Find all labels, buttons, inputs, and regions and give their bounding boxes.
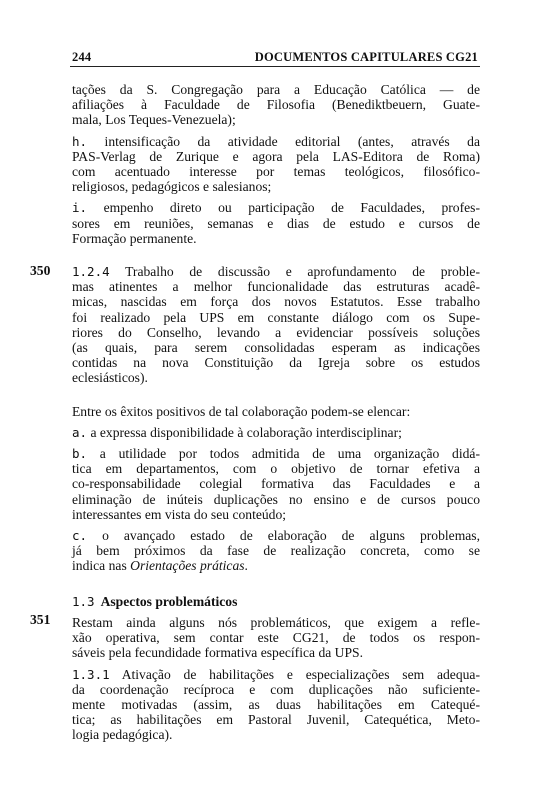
text-line: Formação permanente. bbox=[72, 230, 197, 246]
text-line: sáveis pela fecundidade formativa específica da UPS. bbox=[72, 645, 364, 661]
section-title: Aspectos problemáticos bbox=[100, 593, 238, 609]
margin-number-350: 350 bbox=[30, 263, 51, 278]
text-line: PAS-Verlag de Zurique e agora pela LAS-Editora de Roma) bbox=[72, 148, 480, 164]
text-line: intensificação da atividade editorial (antes, através da bbox=[104, 133, 481, 149]
text-line: religiosos, pedagógicos e salesianos; bbox=[72, 179, 272, 195]
page-number: 244 bbox=[72, 50, 92, 64]
text-line: tica em departamentos, com o objetivo de tornar efetiva a bbox=[72, 461, 480, 477]
text-line: mas atinentes a melhor funcionalidade das estruturas acadê- bbox=[72, 279, 480, 295]
text-line: Trabalho de discussão e aprofundamento de proble- bbox=[125, 264, 480, 280]
text-line: Ativação de habilitações e especializações sem adequa- bbox=[121, 666, 480, 682]
text-line: tações da S. Congregação para a Educação Católica — de bbox=[72, 82, 480, 97]
section-heading-1-3 bbox=[72, 594, 480, 609]
text-line: micas, nascidas em força dos novos Estatutos. Esse trabalho bbox=[72, 294, 480, 310]
text-line: logia pedagógica). bbox=[72, 727, 173, 743]
text-line: sores em reuniões, semanas e dias de estudo e cursos de bbox=[72, 215, 480, 231]
text-line: eliminação de inúteis duplicações no ensino e de cursos pouco bbox=[72, 491, 480, 507]
list-item-i bbox=[72, 200, 480, 246]
margin-number-351: 351 bbox=[30, 612, 51, 627]
item-label: a. bbox=[72, 424, 88, 440]
text-line: já bem próximos da fase de realização concreta, como se bbox=[72, 543, 480, 559]
list-item-continued bbox=[72, 82, 480, 128]
text-line: contidas na nova Constituição da Igreja sobre os estudos bbox=[72, 355, 480, 371]
list-item-a bbox=[72, 425, 480, 440]
text-line: co-responsabilidade colegial formativa das Faculdades e a bbox=[72, 476, 480, 492]
text-line: o avançado estado de elaboração de alguns problemas, bbox=[102, 528, 480, 544]
text-line: xão operativa, sem contar este CG21, de todos os respon- bbox=[72, 630, 480, 646]
text-line: tica; as habilitações em Pastoral Juvenil, Catequética, Meto- bbox=[72, 712, 480, 728]
text-line: empenho direto ou participação de Faculdades, profes- bbox=[103, 200, 480, 216]
page-body bbox=[72, 82, 480, 749]
paragraph-1-3-1 bbox=[72, 667, 480, 743]
italic-title: Orientações práticas bbox=[130, 558, 245, 574]
text-line: . bbox=[244, 558, 248, 574]
section-number: 1.3.1 bbox=[72, 666, 110, 682]
section-number: 1.3 bbox=[72, 593, 95, 609]
text-line: mala, Los Teques-Venezuela); bbox=[72, 112, 236, 128]
item-label: b. bbox=[72, 446, 88, 462]
item-label: c. bbox=[72, 528, 88, 544]
item-label: h. bbox=[72, 133, 88, 149]
header-rule bbox=[70, 66, 480, 67]
text-line: mente motivadas (assim, as duas habilitações em Catequé- bbox=[72, 696, 480, 712]
text-line: (as quais, para serem consolidadas esperam as indicações bbox=[72, 340, 480, 356]
text-line: afiliações à Faculdade de Filosofia (Benediktbeuern, Guate- bbox=[72, 97, 480, 113]
list-item-b bbox=[72, 446, 480, 522]
item-label: i. bbox=[72, 200, 88, 216]
intro-paragraph bbox=[72, 404, 480, 419]
text-line: a utilidade por todos admitida de uma organização didá- bbox=[99, 446, 480, 462]
text-line: Restam ainda alguns nós problemáticos, que exigem a refle- bbox=[72, 614, 480, 630]
list-item-h bbox=[72, 134, 480, 195]
text-line: indica nas bbox=[72, 558, 131, 574]
paragraph-351 bbox=[72, 615, 480, 661]
text-line: da coordenação recíproca e com duplicações não suficiente- bbox=[72, 681, 480, 697]
text-line: a expressa disponibilidade à colaboração interdisciplinar; bbox=[90, 424, 402, 440]
text-line: interessantes em vista do seu conteúdo; bbox=[72, 506, 287, 522]
text-line: foi realizado pela UPS em constante diálogo com os Supe- bbox=[72, 309, 480, 325]
text-line: com acentuado interesse por temas teológicos, filosófico- bbox=[72, 164, 480, 180]
running-title: DOCUMENTOS CAPITULARES CG21 bbox=[254, 50, 478, 64]
section-number: 1.2.4 bbox=[72, 264, 110, 280]
text-line: riores do Conselho, levando a evidenciar possíveis soluções bbox=[72, 324, 480, 340]
paragraph-1-2-4 bbox=[72, 264, 480, 386]
list-item-c bbox=[72, 528, 480, 574]
text-line: eclesiásticos). bbox=[72, 370, 148, 386]
page-header bbox=[72, 50, 478, 65]
text-line: Entre os êxitos positivos de tal colaboração podem-se elencar: bbox=[72, 403, 411, 419]
